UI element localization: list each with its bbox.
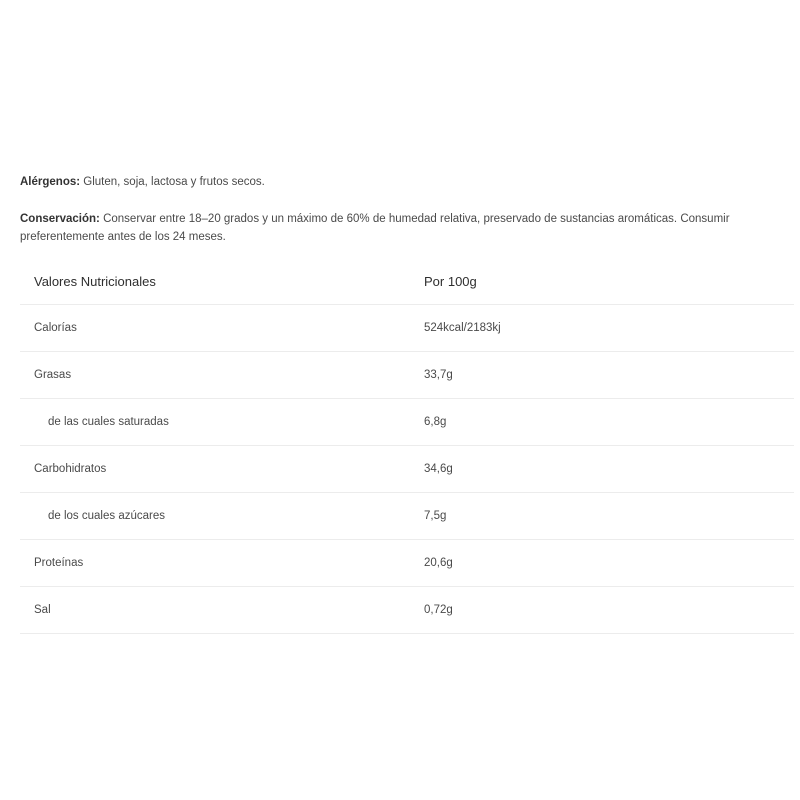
table-row bbox=[20, 540, 794, 587]
nutrient-name: Sal bbox=[20, 587, 424, 634]
conservation-paragraph bbox=[20, 211, 780, 247]
table-row bbox=[20, 446, 794, 493]
conservation-text: Conservar entre 18–20 grados y un máximo de 60% de humedad relativa, preservado de sustancias aromáticas. Consumir preferentemente antes de los 24 meses. bbox=[20, 213, 730, 243]
conservation-label: Conservación: bbox=[20, 213, 100, 225]
nutrient-name: Calorías bbox=[20, 305, 424, 352]
nutrition-facts-table bbox=[20, 258, 794, 634]
nutrient-name: Proteínas bbox=[20, 540, 424, 587]
table-row bbox=[20, 493, 794, 540]
nutrition-header-row bbox=[20, 258, 794, 305]
nutrient-value: 34,6g bbox=[424, 446, 794, 493]
allergens-text: Gluten, soja, lactosa y frutos secos. bbox=[80, 176, 265, 188]
nutrition-header-name: Valores Nutricionales bbox=[20, 258, 424, 305]
nutrient-value: 524kcal/2183kj bbox=[424, 305, 794, 352]
nutrient-value: 6,8g bbox=[424, 399, 794, 446]
nutrition-table-head bbox=[20, 258, 794, 305]
nutrient-name: de las cuales saturadas bbox=[20, 399, 424, 446]
nutrient-value: 0,72g bbox=[424, 587, 794, 634]
nutrient-name: Carbohidratos bbox=[20, 446, 424, 493]
table-row bbox=[20, 399, 794, 446]
nutrient-value: 7,5g bbox=[424, 493, 794, 540]
allergens-paragraph bbox=[20, 174, 780, 192]
nutrient-value: 20,6g bbox=[424, 540, 794, 587]
nutrient-value: 33,7g bbox=[424, 352, 794, 399]
nutrient-name: de los cuales azúcares bbox=[20, 493, 424, 540]
table-row bbox=[20, 352, 794, 399]
nutrition-header-value: Por 100g bbox=[424, 258, 794, 305]
allergens-label: Alérgenos: bbox=[20, 176, 81, 188]
table-row bbox=[20, 587, 794, 634]
nutrition-table-body bbox=[20, 305, 794, 634]
nutrient-name: Grasas bbox=[20, 352, 424, 399]
table-row bbox=[20, 305, 794, 352]
